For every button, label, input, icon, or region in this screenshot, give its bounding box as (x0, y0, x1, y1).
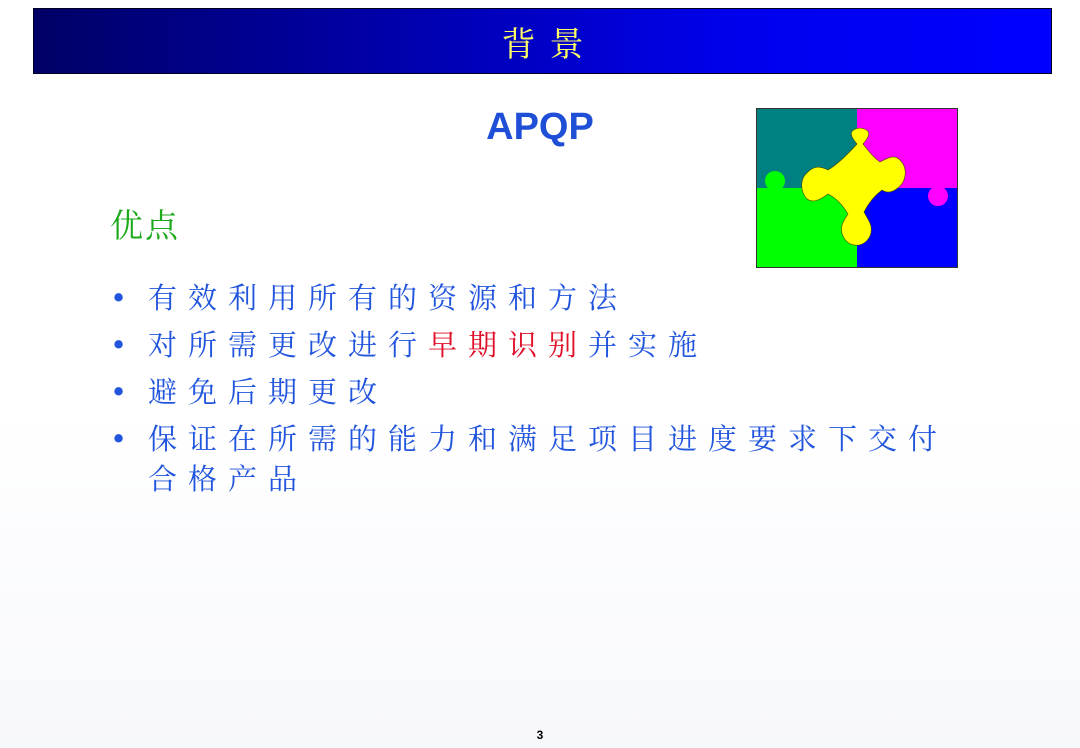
puzzle-knob-green (765, 171, 785, 191)
bullet-text: 合格产品 (148, 462, 309, 496)
bullet-dot: • (110, 422, 128, 456)
bullet-item (110, 325, 1010, 365)
puzzle-icon (756, 108, 958, 268)
puzzle-knob-magenta (928, 186, 948, 206)
bullet-text: 有效利用所有的资源和方法 (148, 281, 629, 315)
bullet-text: 保证在所需的能力和满足项目进度要求下交付 (148, 422, 949, 456)
bullet-item (110, 278, 1010, 318)
bullet-dot: • (110, 328, 128, 362)
page-number: 3 (536, 728, 544, 742)
title-bar (33, 8, 1052, 74)
bullet-item (110, 372, 1010, 412)
bullet-item (110, 419, 1010, 499)
bullet-text: 对所需更改进行 (148, 328, 429, 362)
bullet-dot: • (110, 281, 128, 315)
bullet-list (110, 278, 1010, 506)
bullet-highlight: 早期识别 (428, 328, 589, 362)
slide-subtitle: APQP (486, 106, 594, 148)
bullet-text: 避免后期更改 (148, 375, 389, 409)
slide-title: 背景 (501, 24, 598, 65)
bullet-dot: • (110, 375, 128, 409)
bullet-text: 并实施 (588, 328, 709, 362)
section-heading: 优点 (110, 206, 180, 245)
